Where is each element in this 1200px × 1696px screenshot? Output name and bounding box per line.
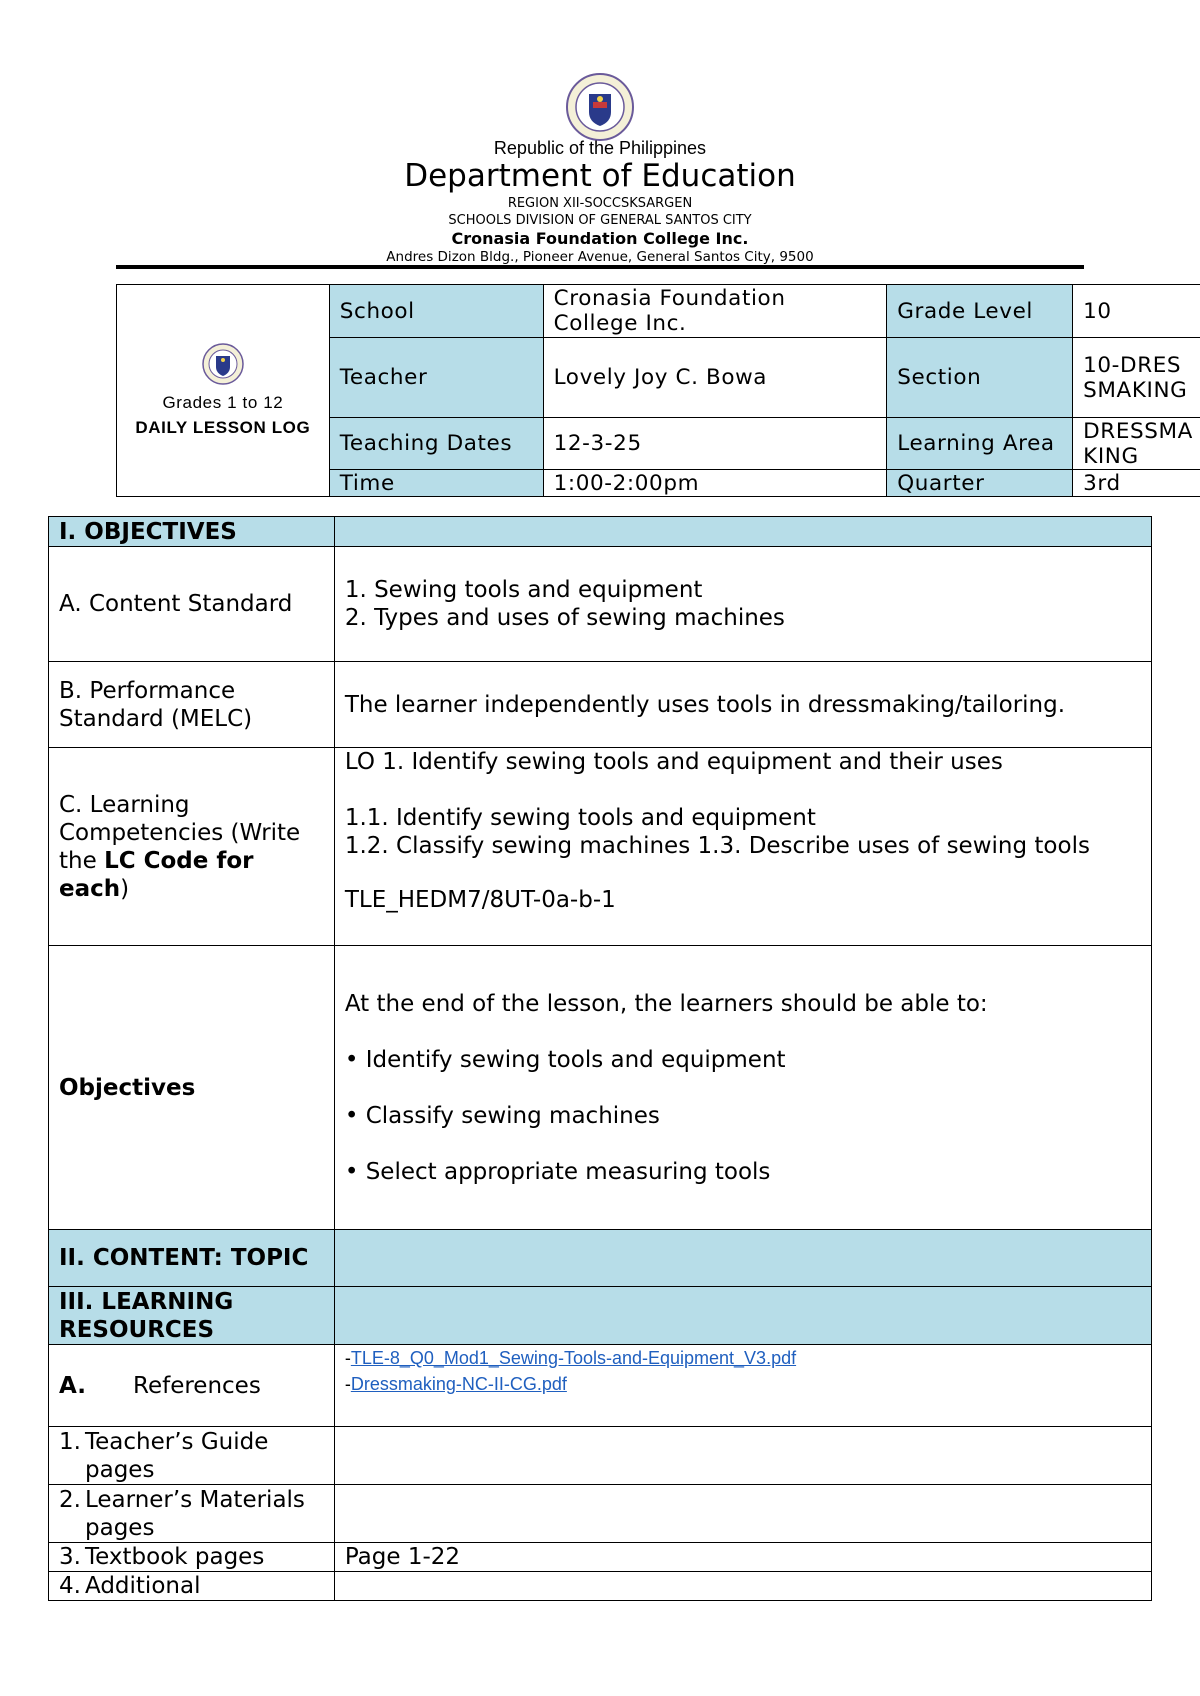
content-standard-item: 2. Types and uses of sewing machines xyxy=(344,605,785,631)
teachers-guide-value xyxy=(334,1427,1151,1485)
competency-item: 1.1. Identify sewing tools and equipment xyxy=(344,805,816,831)
reference-link-module[interactable]: TLE-8_Q0_Mod1_Sewing-Tools-and-Equipment_V3.pdf xyxy=(350,1348,797,1368)
objective-item: • Identify sewing tools and equipment xyxy=(344,1046,786,1073)
references-label: A. References xyxy=(49,1345,335,1427)
grade-level-value: 10 xyxy=(1073,285,1200,338)
content-standard-label: A. Content Standard xyxy=(49,547,335,662)
objectives-intro: At the end of the lesson, the learners should be able to: xyxy=(344,990,988,1017)
learning-area-label: Learning Area xyxy=(887,418,1073,470)
small-seal-icon xyxy=(196,342,250,386)
content-standard-value xyxy=(334,547,1151,662)
deped-seal-icon xyxy=(565,72,635,142)
objectives-heading: I. OBJECTIVES xyxy=(49,517,335,547)
references-value: -TLE-8_Q0_Mod1_Sewing-Tools-and-Equipment_V3.pdf -Dressmaking-NC-II-CG.pdf xyxy=(334,1345,1151,1427)
performance-standard-value: The learner independently uses tools in dressmaking/tailoring. xyxy=(334,662,1151,748)
lesson-info-table xyxy=(116,284,1200,497)
school-value: Cronasia Foundation College Inc. xyxy=(543,285,887,338)
learners-materials-value xyxy=(334,1485,1151,1543)
daily-lesson-log-title: DAILY LESSON LOG xyxy=(135,417,311,437)
objectives-value xyxy=(334,946,1151,1230)
learning-resources-heading: III. LEARNING RESOURCES xyxy=(49,1287,335,1345)
address-line: Andres Dizon Bldg., Pioneer Avenue, General Santos City, 9500 xyxy=(386,249,814,265)
additional-value xyxy=(334,1572,1151,1601)
content-standard-item: 1. Sewing tools and equipment xyxy=(344,577,703,603)
teaching-dates-label: Teaching Dates xyxy=(329,418,543,470)
teacher-label: Teacher xyxy=(329,338,543,418)
objective-item: • Classify sewing machines xyxy=(344,1102,660,1129)
section-label: Section xyxy=(887,338,1073,418)
division-line: SCHOOLS DIVISION OF GENERAL SANTOS CITY xyxy=(448,213,752,228)
time-value: 1:00-2:00pm xyxy=(543,470,887,497)
performance-standard-label: B. Performance Standard (MELC) xyxy=(49,662,335,748)
log-title-cell xyxy=(117,285,330,497)
content-topic-heading: II. CONTENT: TOPIC xyxy=(49,1230,335,1287)
teaching-dates-value: 12-3-25 xyxy=(543,418,887,470)
lc-code: TLE_HEDM7/8UT-0a-b-1 xyxy=(344,887,616,913)
textbook-pages-value: Page 1-22 xyxy=(334,1543,1151,1572)
quarter-value: 3rd xyxy=(1073,470,1200,497)
time-label: Time xyxy=(329,470,543,497)
competency-item: 1.2. Classify sewing machines 1.3. Describe uses of sewing tools xyxy=(344,833,1090,859)
region-line: REGION XII-SOCCSKSARGEN xyxy=(507,196,693,211)
textbook-pages-label: 3. Textbook pages xyxy=(49,1543,335,1572)
additional-label: 4. Additional xyxy=(49,1572,335,1601)
objectives-label: Objectives xyxy=(49,946,335,1230)
learning-resources-value xyxy=(334,1287,1151,1345)
quarter-label: Quarter xyxy=(887,470,1073,497)
teachers-guide-label: 1. Teacher’s Guide pages xyxy=(49,1427,335,1485)
grade-level-label: Grade Level xyxy=(887,285,1073,338)
section-value: 10-DRESSMAKING xyxy=(1073,338,1200,418)
lo-heading: LO 1. Identify sewing tools and equipment and their uses xyxy=(344,749,1003,775)
college-name: Cronasia Foundation College Inc. xyxy=(451,229,749,248)
reference-link-curriculum-guide[interactable]: Dressmaking-NC-II-CG.pdf xyxy=(350,1374,567,1394)
learners-materials-label: 2. Learner’s Materials pages xyxy=(49,1485,335,1543)
objectives-heading-blank xyxy=(334,517,1151,547)
learning-competencies-value xyxy=(334,748,1151,946)
grades-label: Grades 1 to 12 xyxy=(162,392,284,412)
teacher-value: Lovely Joy C. Bowa xyxy=(543,338,887,418)
header-divider xyxy=(116,265,1084,269)
learning-area-value: DRESSMAKING xyxy=(1073,418,1200,470)
department-title: Department of Education xyxy=(404,158,796,194)
objective-item: • Select appropriate measuring tools xyxy=(344,1158,771,1185)
lesson-plan-table xyxy=(48,516,1152,1601)
learning-competencies-label: C. Learning Competencies (Write the LC Code for each) xyxy=(49,748,335,946)
republic-line: Republic of the Philippines xyxy=(493,138,707,158)
content-topic-value xyxy=(334,1230,1151,1287)
school-label: School xyxy=(329,285,543,338)
